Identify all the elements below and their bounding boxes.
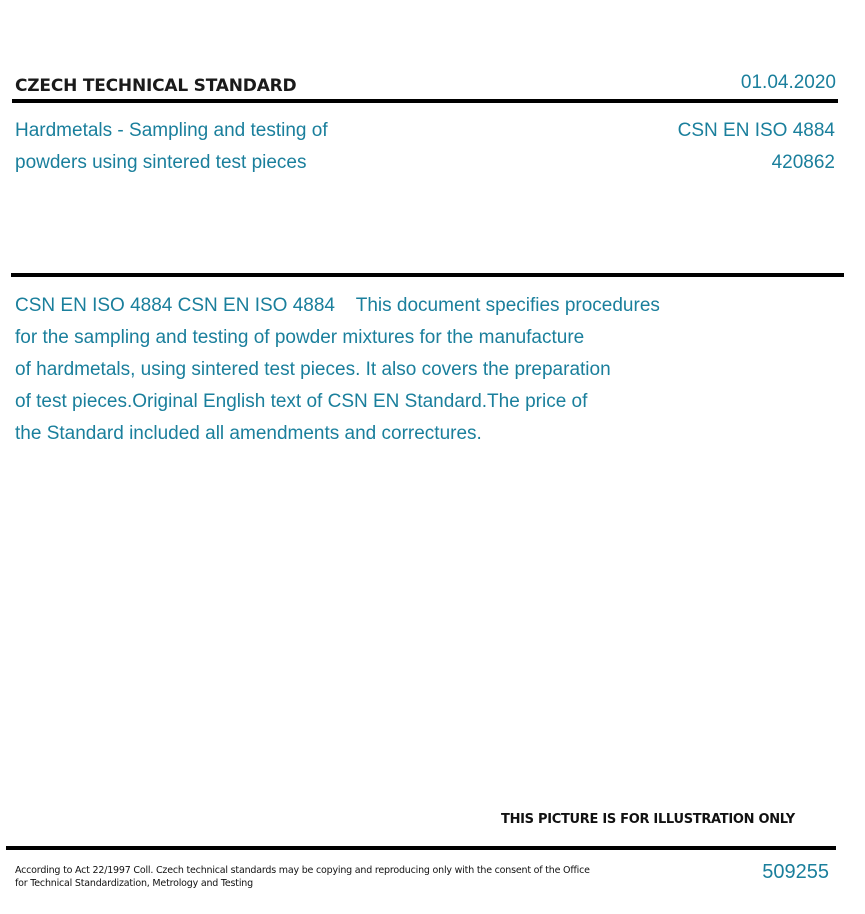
classification-code: 420862 [771, 152, 835, 173]
description-line: CSN EN ISO 4884 CSN EN ISO 4884 This document specifies procedures [15, 295, 660, 316]
standard-identifiers [678, 115, 835, 179]
description-line: of test pieces.Original English text of CSN EN Standard.The price of [15, 391, 588, 412]
catalog-number: 509255 [762, 861, 829, 883]
standard-title [15, 115, 415, 179]
document-type-heading: CZECH TECHNICAL STANDARD [15, 76, 297, 96]
description-line: of hardmetals, using sintered test pieces. It also covers the preparation [15, 359, 611, 380]
standard-description [15, 290, 775, 450]
description-line: the Standard included all amendments and correctures. [15, 423, 482, 444]
standard-title-line: powders using sintered test pieces [15, 152, 307, 173]
standard-number: CSN EN ISO 4884 [677, 120, 835, 141]
description-line: for the sampling and testing of powder mixtures for the manufacture [15, 327, 585, 348]
section-divider [11, 273, 844, 277]
header-divider [12, 99, 838, 103]
legal-notice-line: According to Act 22/1997 Coll. Czech technical standards may be copying and reproducing only with the consent of the Office [15, 865, 590, 876]
standard-title-line: Hardmetals - Sampling and testing of [15, 120, 328, 141]
illustration-note: THIS PICTURE IS FOR ILLUSTRATION ONLY [501, 812, 795, 827]
legal-notice [15, 864, 595, 890]
publication-date: 01.04.2020 [740, 72, 836, 93]
footer-divider [6, 846, 836, 850]
legal-notice-line: for Technical Standardization, Metrology and Testing [15, 878, 253, 889]
